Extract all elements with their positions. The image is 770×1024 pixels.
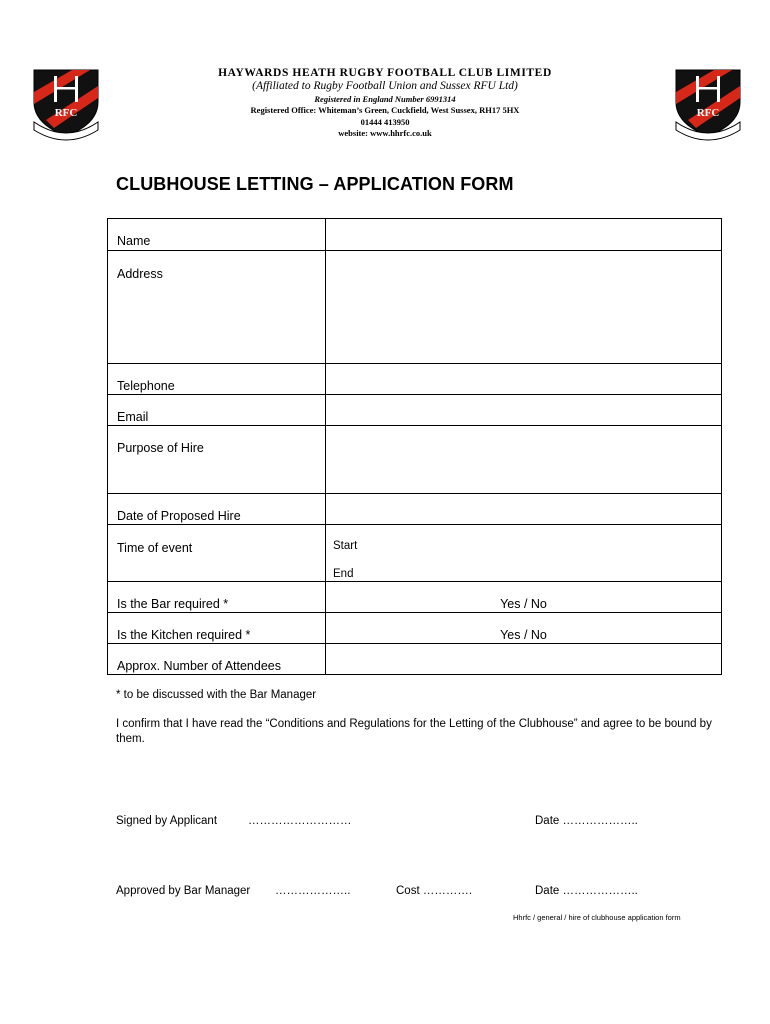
registered-office: Registered Office: Whiteman’s Green, Cuckfield, West Sussex, RH17 5HX <box>250 105 520 115</box>
club-crest-logo-right <box>674 66 742 142</box>
kitchen-label: Is the Kitchen required * <box>108 613 326 644</box>
name-field[interactable] <box>326 219 722 251</box>
svg-text:RFC: RFC <box>696 107 720 119</box>
manager-date-line[interactable]: Date ……………….. <box>535 885 638 897</box>
telephone-field[interactable] <box>326 364 722 395</box>
email-label: Email <box>108 395 326 426</box>
attendees-label: Approx. Number of Attendees <box>108 644 326 675</box>
website: website: www.hhrfc.co.uk <box>338 128 432 138</box>
confirmation-statement: I confirm that I have read the “Conditions and Regulations for the Letting of the Clubhouse” and agree to be bound by them. <box>116 718 712 745</box>
start-time-label: Start <box>333 540 358 552</box>
telephone-label: Telephone <box>108 364 326 395</box>
affiliation: (Affiliated to Rugby Football Union and Sussex RFU Ltd) <box>252 80 518 92</box>
address-field[interactable] <box>326 251 722 364</box>
date-field[interactable] <box>326 494 722 525</box>
document-reference: Hhrfc / general / hire of clubhouse application form <box>513 913 681 922</box>
address-label: Address <box>108 251 326 364</box>
cost-line[interactable]: Cost …………. <box>396 885 473 897</box>
club-name: HAYWARDS HEATH RUGBY FOOTBALL CLUB LIMITED <box>218 67 552 79</box>
attendees-field[interactable] <box>326 644 722 675</box>
applicant-date-line[interactable]: Date ……………….. <box>535 815 638 827</box>
applicant-signature-line[interactable]: ……………………… <box>248 815 352 827</box>
bar-yes-no[interactable]: Yes / No <box>326 582 722 613</box>
svg-text:RFC: RFC <box>54 107 78 119</box>
club-crest-logo-left <box>32 66 100 142</box>
kitchen-yes-no[interactable]: Yes / No <box>326 613 722 644</box>
registration-number: Registered in England Number 6991314 <box>314 94 456 104</box>
name-label: Name <box>108 219 326 251</box>
purpose-field[interactable] <box>326 426 722 494</box>
phone-number: 01444 413950 <box>360 116 410 127</box>
time-field[interactable] <box>326 525 722 582</box>
approved-by-label: Approved by Bar Manager <box>116 885 251 897</box>
bar-manager-note: * to be discussed with the Bar Manager <box>116 689 317 701</box>
date-label: Date of Proposed Hire <box>108 494 326 525</box>
end-time-label: End <box>333 568 354 580</box>
form-title: CLUBHOUSE LETTING – APPLICATION FORM <box>116 174 514 194</box>
time-label: Time of event <box>108 525 326 582</box>
purpose-label: Purpose of Hire <box>108 426 326 494</box>
signed-by-applicant-label: Signed by Applicant <box>116 815 218 827</box>
letterhead <box>160 66 610 140</box>
application-form-table <box>107 218 722 675</box>
email-field[interactable] <box>326 395 722 426</box>
bar-label: Is the Bar required * <box>108 582 326 613</box>
manager-signature-line[interactable]: ……………….. <box>275 885 351 897</box>
